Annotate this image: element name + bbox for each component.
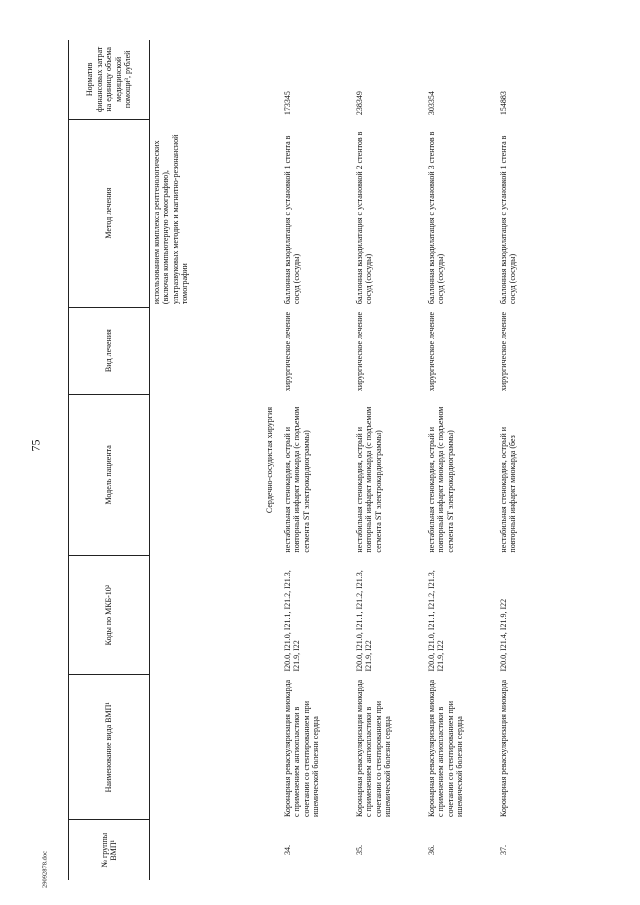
cell-vid: хирургическое лечение <box>283 311 292 392</box>
cell-name: Коронарная реваскуляризация миокарда с применением ангиопластики в сочетании со стентированием при ишемической болезни сердца <box>427 679 465 817</box>
section-title: Сердечно-сосудистая хирургия <box>265 406 274 514</box>
cell-num: 35. <box>355 845 364 855</box>
continuation-row <box>150 40 263 880</box>
cell-mkb: I20.0, I21.0, I21.1, I21.2, I21.3, I21.9, I22 <box>283 570 302 672</box>
cell-norm: 238349 <box>355 91 364 116</box>
header-model: Модель пациента <box>69 394 150 555</box>
cell-name: Коронарная реваскуляризация миокарда с применением ангиопластики в сочетании со стентированием при ишемической болезни сердца <box>283 679 321 817</box>
empty-cell <box>150 556 263 675</box>
cell-name: Коронарная реваскуляризация миокарда с применением ангиопластики в сочетании со стентированием при ишемической болезни сердца <box>355 679 393 817</box>
cell-mkb: I20.0, I21.4, I21.9, I22 <box>499 598 508 672</box>
cell-vid: хирургическое лечение <box>427 311 436 392</box>
header-vid: Вид лечения <box>69 307 150 394</box>
cell-vid: хирургическое лечение <box>499 311 508 392</box>
cell-num: 37. <box>499 845 508 855</box>
cell-norm: 173345 <box>283 91 292 116</box>
empty-cell <box>150 675 263 820</box>
continuation-method: использованием комплекса рентгенологических (включая компьютерную томографию), ультразвуковых методик и магнитно-резонансной томографии <box>152 134 190 305</box>
header-norm: Норматив финансовых затрат на единицу объема медицинской помощи³, рублей <box>69 40 150 119</box>
cell-model: нестабильная стенокардия, острый и повторный инфаркт миокарда (с подъемом сегмента ST электрокардиограммы) <box>427 406 455 553</box>
page-number: 75 <box>28 439 43 452</box>
cell-method: баллонная вазодилатация с установкой 1 стента в сосуд (сосуды) <box>283 135 302 305</box>
cell-name: Коронарная реваскуляризация миокарда <box>499 679 508 817</box>
table-row <box>425 40 497 880</box>
cell-method: баллонная вазодилатация с установкой 1 стента в сосуд (сосуды) <box>499 135 518 305</box>
cell-method: баллонная вазодилатация с установкой 2 стентов в сосуд (сосуды) <box>355 131 374 305</box>
cell-norm: 303354 <box>427 91 436 116</box>
cell-norm: 154883 <box>499 91 508 116</box>
table-header-row <box>69 40 150 880</box>
table-row <box>281 40 353 880</box>
rotated-page-content <box>68 40 588 880</box>
cell-num: 36. <box>427 845 436 855</box>
empty-cell <box>150 820 263 880</box>
cell-mkb: I20.0, I21.0, I21.1, I21.2, I21.3, I21.9, I22 <box>355 570 374 672</box>
header-mkb: Коды по МКБ-10² <box>69 556 150 675</box>
table-row <box>497 40 565 880</box>
cell-num: 34. <box>283 845 292 855</box>
vmp-table <box>68 40 565 880</box>
empty-cell <box>150 307 263 394</box>
cell-mkb: I20.0, I21.0, I21.1, I21.2, I21.3, I21.9, I22 <box>427 570 446 672</box>
cell-model: нестабильная стенокардия, острый и повторный инфаркт миокарда (с подъемом сегмента ST электрокардиограммы) <box>355 406 383 553</box>
empty-cell <box>150 40 263 119</box>
footer-doc-name: 29092878.doc <box>41 851 49 889</box>
cell-model: нестабильная стенокардия, острый и повторный инфаркт миокарда (без <box>499 426 518 553</box>
header-method: Метод лечения <box>69 119 150 307</box>
section-row <box>262 40 281 880</box>
header-group-no: № группы ВМП¹ <box>69 820 150 880</box>
header-name: Наименование вида ВМП¹ <box>69 675 150 820</box>
cell-model: нестабильная стенокардия, острый и повторный инфаркт миокарда (с подъемом сегмента ST электрокардиограммы) <box>283 406 311 553</box>
cell-vid: хирургическое лечение <box>355 311 364 392</box>
empty-cell <box>150 394 263 555</box>
table-row <box>353 40 425 880</box>
cell-method: баллонная вазодилатация с установкой 3 стентов в сосуд (сосуды) <box>427 131 446 305</box>
